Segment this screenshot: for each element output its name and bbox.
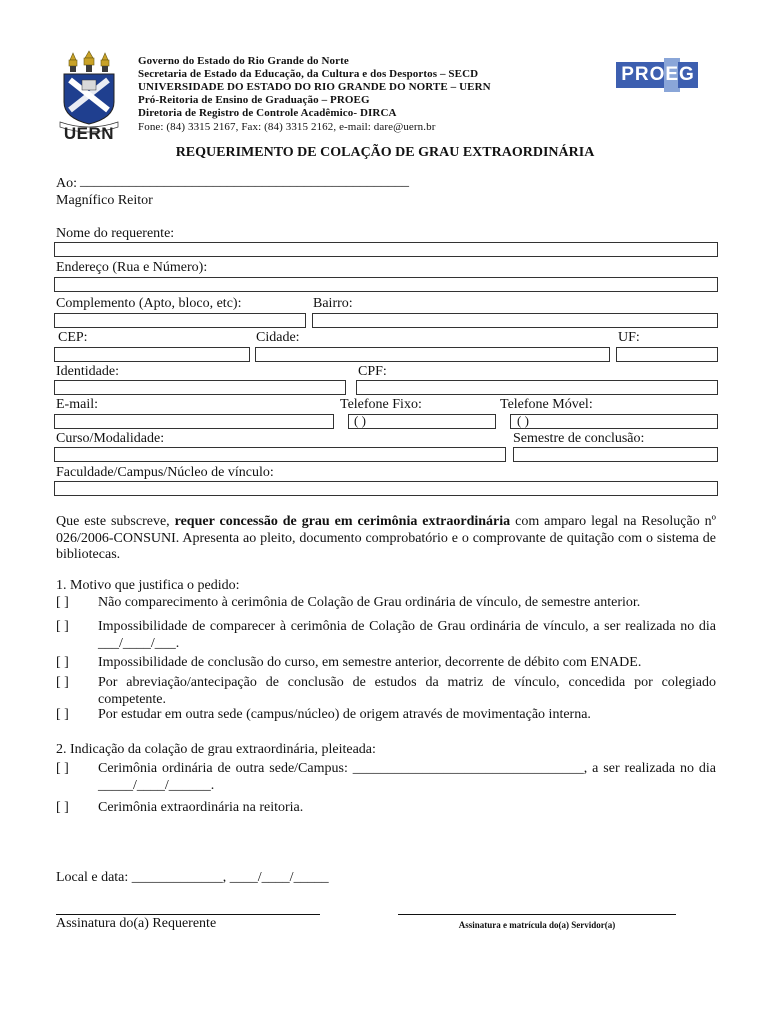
intro-text-bold: requer concessão de grau em cerimônia extraordinária bbox=[174, 514, 511, 529]
section2-heading: 2. Indicação da colação de grau extraordinária, pleiteada: bbox=[56, 742, 376, 757]
nome-field[interactable] bbox=[54, 242, 718, 257]
requerente-signature-line[interactable] bbox=[56, 914, 320, 915]
cidade-label: Cidade: bbox=[256, 330, 300, 345]
uern-logo bbox=[56, 50, 122, 146]
faculdade-label: Faculdade/Campus/Núcleo de vínculo: bbox=[56, 465, 274, 480]
cpf-label: CPF: bbox=[358, 364, 387, 379]
section1-heading: 1. Motivo que justifica o pedido: bbox=[56, 578, 240, 593]
cidade-field[interactable] bbox=[255, 347, 610, 362]
header-line-3: UNIVERSIDADE DO ESTADO DO RIO GRANDE DO NORTE – UERN bbox=[138, 81, 491, 93]
telefone-movel-label: Telefone Móvel: bbox=[500, 397, 593, 412]
nome-label: Nome do requerente: bbox=[56, 226, 175, 241]
page-title: REQUERIMENTO DE COLAÇÃO DE GRAU EXTRAORDINÁRIA bbox=[175, 145, 595, 160]
semestre-field[interactable] bbox=[513, 447, 718, 462]
faculdade-field[interactable] bbox=[54, 481, 718, 496]
ao-blank[interactable]: _______________________________________________ bbox=[80, 174, 409, 189]
motivo-text-2: Impossibilidade de comparecer à cerimônia de Colação de Grau ordinária de vínculo, a ser realizada no dia ___/____/___. bbox=[98, 619, 716, 651]
header-line-5: Diretoria de Registro de Controle Acadêmico- DIRCA bbox=[138, 107, 397, 119]
cep-label: CEP: bbox=[58, 330, 88, 345]
motivo-item-5[interactable] bbox=[56, 707, 716, 724]
curso-field[interactable] bbox=[54, 447, 506, 462]
identidade-field[interactable] bbox=[54, 380, 346, 395]
cep-field[interactable] bbox=[54, 347, 250, 362]
email-field[interactable] bbox=[54, 414, 334, 429]
motivo-item-3[interactable] bbox=[56, 655, 716, 672]
header-line-1: Governo do Estado do Rio Grande do Norte bbox=[138, 55, 349, 67]
intro-text-end: com amparo legal na Resolução nº 026/2006-CONSUNI. Apresenta ao pleito, documento comprobatório e o comprovante de quitação com o sistema de bibliotecas. bbox=[56, 514, 716, 562]
motivo-checkbox-2[interactable]: [ ] bbox=[56, 619, 69, 634]
proeg-logo bbox=[616, 58, 698, 92]
complemento-field[interactable] bbox=[54, 313, 306, 328]
header-line-2: Secretaria de Estado da Educação, da Cultura e dos Desportos – SECD bbox=[138, 68, 479, 80]
indicacao-checkbox-1[interactable]: [ ] bbox=[56, 761, 69, 776]
telefone-fixo-label: Telefone Fixo: bbox=[340, 397, 422, 412]
uern-logo-text: UERN bbox=[63, 124, 115, 143]
motivo-text-1: Não comparecimento à cerimônia de Colação de Grau ordinária de vínculo, de semestre anterior. bbox=[98, 595, 641, 610]
endereco-field[interactable] bbox=[54, 277, 718, 292]
telefone-movel-ddd: ( ) bbox=[517, 413, 529, 428]
header-line-4: Pró-Reitoria de Ensino de Graduação – PROEG bbox=[138, 94, 370, 106]
indicacao-text-1: Cerimônia ordinária de outra sede/Campus: _________________________________, a ser realizada no dia _____/____/______. bbox=[98, 761, 716, 793]
motivo-item-2[interactable] bbox=[56, 619, 716, 653]
reitor-label: Magnífico Reitor bbox=[56, 193, 153, 208]
email-label: E-mail: bbox=[56, 397, 98, 412]
cpf-field[interactable] bbox=[356, 380, 718, 395]
motivo-checkbox-1[interactable]: [ ] bbox=[56, 595, 69, 610]
motivo-checkbox-5[interactable]: [ ] bbox=[56, 707, 69, 722]
intro-text-start: Que este subscreve, bbox=[56, 514, 175, 529]
uf-label: UF: bbox=[618, 330, 640, 345]
local-data[interactable]: Local e data: _____________, ____/____/_____ bbox=[56, 870, 329, 885]
curso-label: Curso/Modalidade: bbox=[56, 431, 165, 446]
indicacao-item-1[interactable] bbox=[56, 761, 716, 795]
motivo-item-4[interactable] bbox=[56, 675, 716, 709]
motivo-checkbox-3[interactable]: [ ] bbox=[56, 655, 69, 670]
ao-label: Ao: bbox=[56, 176, 77, 191]
telefone-movel-field[interactable] bbox=[510, 414, 718, 429]
uf-field[interactable] bbox=[616, 347, 718, 362]
header-contact: Fone: (84) 3315 2167, Fax: (84) 3315 2162, e-mail: dare@uern.br bbox=[138, 121, 436, 133]
indicacao-checkbox-2[interactable]: [ ] bbox=[56, 800, 69, 815]
semestre-label: Semestre de conclusão: bbox=[513, 431, 645, 446]
endereco-label: Endereço (Rua e Número): bbox=[56, 260, 208, 275]
intro-paragraph bbox=[56, 514, 716, 564]
motivo-item-1[interactable] bbox=[56, 595, 716, 612]
indicacao-text-2: Cerimônia extraordinária na reitoria. bbox=[98, 800, 304, 815]
assinatura-requerente-label: Assinatura do(a) Requerente bbox=[56, 916, 217, 931]
motivo-text-5: Por estudar em outra sede (campus/núcleo) de origem através de movimentação interna. bbox=[98, 707, 591, 722]
servidor-signature-line[interactable] bbox=[398, 914, 676, 915]
telefone-fixo-ddd: ( ) bbox=[354, 413, 366, 428]
motivo-text-4: Por abreviação/antecipação de conclusão de estudos da matriz de vínculo, concedida por colegiado competente. bbox=[98, 675, 716, 707]
complemento-label: Complemento (Apto, bloco, etc): bbox=[56, 296, 242, 311]
indicacao-item-2[interactable] bbox=[56, 800, 716, 817]
bairro-label: Bairro: bbox=[313, 296, 353, 311]
assinatura-servidor-label: Assinatura e matrícula do(a) Servidor(a) bbox=[458, 920, 616, 930]
identidade-label: Identidade: bbox=[56, 364, 119, 379]
proeg-logo-text: PROEG bbox=[621, 64, 695, 85]
bairro-field[interactable] bbox=[312, 313, 718, 328]
telefone-fixo-field[interactable] bbox=[348, 414, 496, 429]
motivo-checkbox-4[interactable]: [ ] bbox=[56, 675, 69, 690]
motivo-text-3: Impossibilidade de conclusão do curso, em semestre anterior, decorrente de débito com ENADE. bbox=[98, 655, 642, 670]
